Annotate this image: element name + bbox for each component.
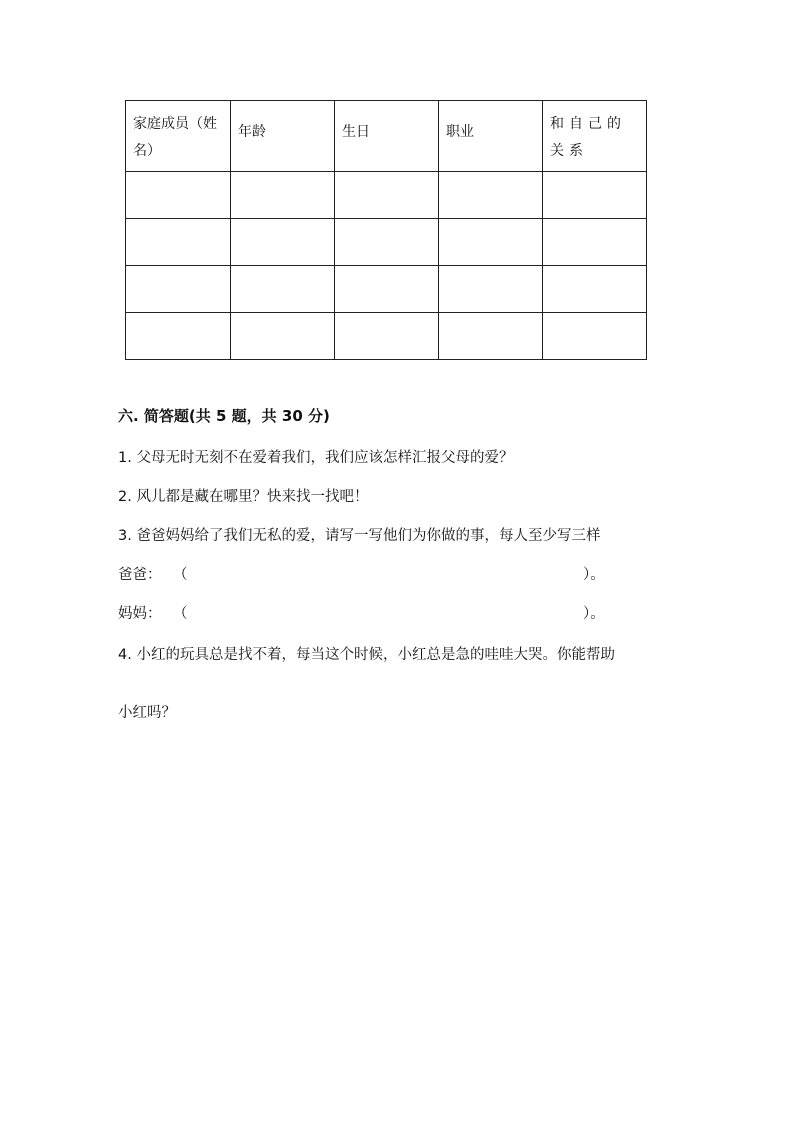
mom-paren-open: （ (173, 606, 188, 622)
table-row (126, 172, 647, 219)
dad-paren-close: ）。 (583, 567, 605, 583)
question-4-line-1: 4. 小红的玩具总是找不着，每当这个时候，小红总是急的哇哇大哭。你能帮助 (118, 647, 615, 663)
table-cell[interactable] (231, 172, 335, 219)
table-cell[interactable] (126, 219, 231, 266)
header-family-member: 家庭成员（姓名） (126, 101, 231, 172)
table-row (126, 266, 647, 313)
table-cell[interactable] (231, 266, 335, 313)
header-occupation: 职业 (439, 101, 543, 172)
mom-label: 妈妈： (118, 606, 162, 622)
dad-answer-line[interactable] (118, 565, 638, 585)
header-relationship: 和自己的关系 (543, 101, 647, 172)
table-cell[interactable] (231, 313, 335, 360)
table-cell[interactable] (543, 266, 647, 313)
table-cell[interactable] (543, 313, 647, 360)
question-1: 1. 父母无时无刻不在爱着我们，我们应该怎样汇报父母的爱？ (118, 450, 514, 466)
question-4-line-2: 小红吗？ (118, 705, 176, 721)
table-cell[interactable] (335, 266, 439, 313)
table-cell[interactable] (335, 219, 439, 266)
table-header-row (126, 101, 647, 172)
table-cell[interactable] (439, 172, 543, 219)
table-cell[interactable] (231, 219, 335, 266)
header-birthday: 生日 (335, 101, 439, 172)
dad-paren-open: （ (173, 567, 188, 583)
question-3: 3. 爸爸妈妈给了我们无私的爱，请写一写他们为你做的事，每人至少写三样 (118, 528, 601, 544)
table-cell[interactable] (439, 313, 543, 360)
table-cell[interactable] (335, 172, 439, 219)
table-row (126, 313, 647, 360)
section-title: 六. 简答题(共 5 题，共 30 分) (118, 407, 330, 425)
header-age: 年龄 (231, 101, 335, 172)
table-cell[interactable] (126, 313, 231, 360)
table-cell[interactable] (126, 172, 231, 219)
table-cell[interactable] (335, 313, 439, 360)
question-2: 2. 风儿都是藏在哪里？快来找一找吧！ (118, 489, 369, 505)
dad-label: 爸爸： (118, 567, 162, 583)
table-cell[interactable] (439, 219, 543, 266)
table-cell[interactable] (543, 219, 647, 266)
mom-paren-close: ）。 (583, 606, 605, 622)
mom-answer-line[interactable] (118, 604, 638, 624)
family-members-table (125, 100, 647, 360)
table-cell[interactable] (543, 172, 647, 219)
table-cell[interactable] (126, 266, 231, 313)
table-row (126, 219, 647, 266)
table-cell[interactable] (439, 266, 543, 313)
